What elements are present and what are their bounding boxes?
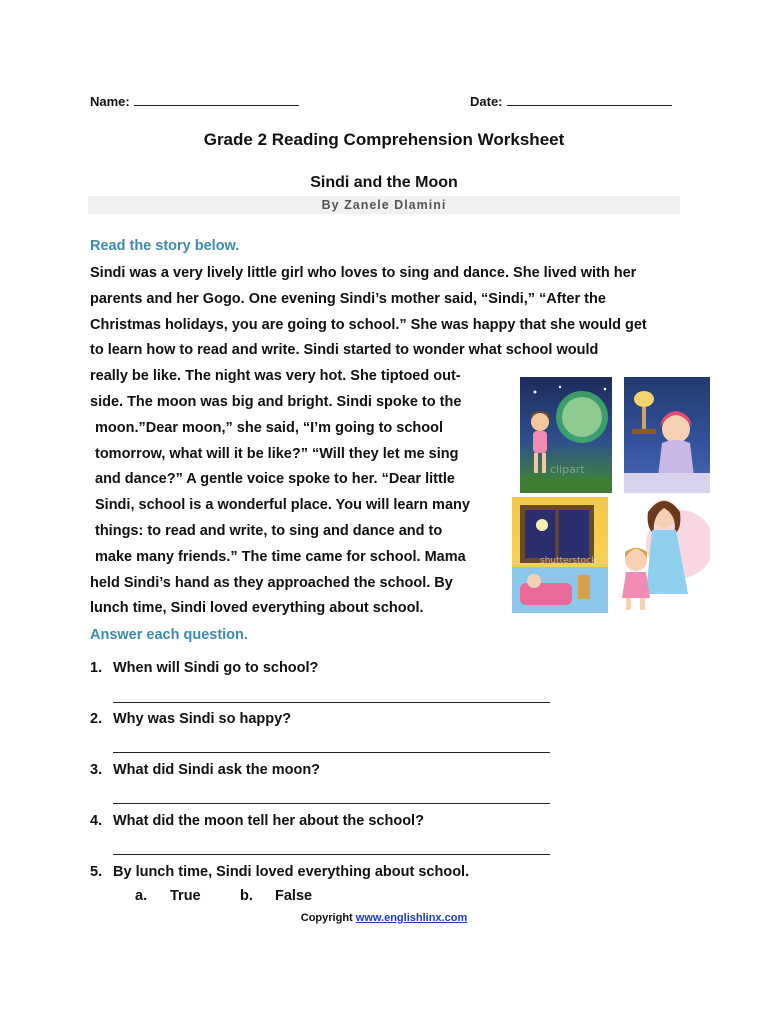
answer-line-4[interactable] xyxy=(113,854,550,855)
question-text: By lunch time, Sindi loved everything about school. xyxy=(113,864,470,880)
question-number: 1. xyxy=(90,660,103,676)
option-false[interactable]: False xyxy=(275,888,313,904)
question-number: 5. xyxy=(90,864,103,880)
question-text: When will Sindi go to school? xyxy=(113,660,319,676)
girl-moon-svg xyxy=(520,377,612,493)
illustration-mother-daughter xyxy=(612,494,710,614)
story-line: Christmas holidays, you are going to school.” She was happy that she would get xyxy=(90,316,647,333)
true-false-options xyxy=(135,888,312,904)
story-line: really be like. The night was very hot. She tiptoed out- xyxy=(90,368,461,385)
date-label: Date: xyxy=(470,94,503,109)
copyright-label: Copyright xyxy=(300,912,353,924)
answer-line-3[interactable] xyxy=(113,803,550,804)
story-line: make many friends.” The time came for school. Mama xyxy=(95,548,466,565)
name-field[interactable] xyxy=(90,94,299,109)
story-line: side. The moon was big and bright. Sindi spoke to the xyxy=(90,393,462,410)
copyright-link[interactable]: www.englishlinx.com xyxy=(355,912,468,924)
question-text: What did the moon tell her about the school? xyxy=(113,813,424,829)
question-5 xyxy=(90,864,469,880)
copyright-footer xyxy=(0,912,768,924)
illustration-bedroom xyxy=(512,497,608,613)
question-number: 4. xyxy=(90,813,103,829)
question-text: What did Sindi ask the moon? xyxy=(113,762,321,778)
date-field[interactable] xyxy=(470,94,672,109)
illustration-girl-moon xyxy=(520,377,612,493)
answer-line-2[interactable] xyxy=(113,752,550,753)
answer-line-1[interactable] xyxy=(113,702,550,703)
story-line: tomorrow, what will it be like?” “Will they let me sing xyxy=(95,445,459,462)
story-title: Sindi and the Moon xyxy=(310,174,458,191)
name-label: Name: xyxy=(90,94,130,109)
story-line: and dance?” A gentle voice spoke to her. “Dear little xyxy=(95,471,455,488)
clipart-watermark: clipart xyxy=(550,463,585,476)
story-line: held Sindi’s hand as they approached the school. By xyxy=(90,574,453,591)
date-line[interactable] xyxy=(507,94,672,106)
story-line: Sindi was a very lively little girl who loves to sing and dance. She lived with her xyxy=(90,265,637,281)
question-number: 3. xyxy=(90,762,103,778)
byline: By Zanele Dlamini xyxy=(88,196,680,214)
girl-window-svg xyxy=(624,377,710,493)
question-2 xyxy=(90,711,291,727)
illustration-girl-window xyxy=(624,377,710,493)
option-b-label: b. xyxy=(240,888,253,904)
story-line: to learn how to read and write. Sindi started to wonder what school would xyxy=(90,342,599,359)
question-number: 2. xyxy=(90,711,103,727)
story-line: parents and her Gogo. One evening Sindi’s mother said, “Sindi,” “After the xyxy=(90,290,606,307)
shutterstock-watermark: shutterstock xyxy=(540,556,597,566)
option-true[interactable]: True xyxy=(170,888,201,904)
bedroom-svg xyxy=(512,497,608,613)
answer-heading: Answer each question. xyxy=(90,627,248,643)
story-line: moon.”Dear moon,” she said, “I’m going to school xyxy=(95,419,444,436)
name-line[interactable] xyxy=(134,94,299,106)
mother-daughter-svg xyxy=(612,494,710,614)
question-text: Why was Sindi so happy? xyxy=(113,711,292,727)
story-line: things: to read and write, to sing and dance and to xyxy=(95,522,443,539)
question-3 xyxy=(90,762,320,778)
question-4 xyxy=(90,813,424,829)
option-a-label: a. xyxy=(135,888,148,904)
story-line: lunch time, Sindi loved everything about school. xyxy=(90,600,424,617)
worksheet-title: Grade 2 Reading Comprehension Worksheet xyxy=(203,130,565,149)
story-line: Sindi, school is a wonderful place. You will learn many xyxy=(95,497,470,514)
read-heading: Read the story below. xyxy=(90,238,240,254)
question-1 xyxy=(90,660,318,676)
